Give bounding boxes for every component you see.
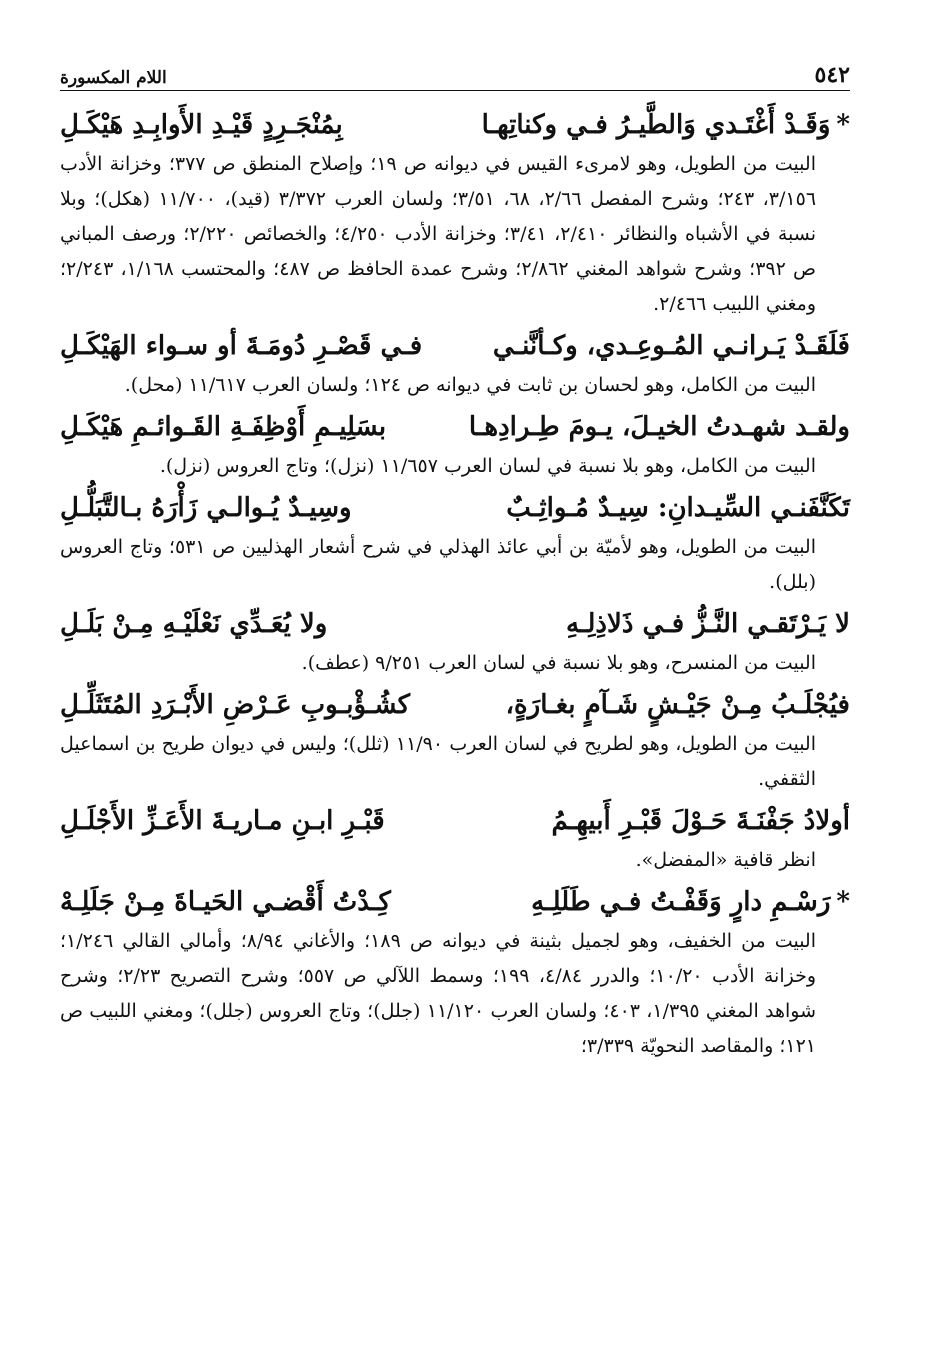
page-number: ٥٤٢ — [814, 62, 850, 88]
verse-line — [60, 604, 850, 646]
verse-line — [60, 326, 850, 368]
verse-note: البيت من المنسرح، وهو بلا نسبة في لسان العرب ٩/٢٥١ (عطف). — [301, 652, 816, 674]
page — [60, 58, 850, 1068]
verse-first-hemistich: تَكَنَّفَنـي السِّيـدانِ: سِيـدٌ مُـواثِـبٌ — [506, 493, 850, 523]
verse-note: البيت من الطويل، وهو لطريح في لسان العرب ١١/٩٠ (ثلل)؛ وليس في ديوان طريح بن اسماعيل الثقفي. — [60, 733, 816, 790]
verse-second-hemistich: بسَلِيـمِ أَوْظِفَـةِ القَـوائـمِ هَيْكَـلِ — [60, 412, 387, 442]
verse-second-hemistich: قَبْـرِ ابـنِ مـاريـةَ الأَعَـزِّ الأَجْلَـلِ — [60, 806, 385, 836]
star-marker: * — [836, 887, 850, 917]
entry-8 — [60, 882, 850, 1064]
verse-line — [60, 801, 850, 843]
verse-first-hemistich: ولقـد شهـدتُ الخيـلَ، يـومَ طِـرادِهـا — [468, 412, 850, 442]
entry-2 — [60, 326, 850, 403]
verse-first-hemistich: *وَقَـدْ أَغْتَـدي وَالطَّيـرُ فـي وكناتِهـا — [481, 110, 850, 140]
verse-first-hemistich: أولادُ جَفْنَـةَ حَـوْلَ قَبْـرِ أَبيهِـمُ — [551, 806, 850, 836]
verse-first-hemistich: فيُجْلَـبُ مِـنْ جَيْـشٍ شَـآمٍ بغـارَةٍ، — [505, 690, 850, 720]
running-header — [60, 58, 850, 91]
verse-note: انظر قافية «المفضل». — [635, 849, 816, 871]
verse-second-hemistich: وسِيـدٌ يُـوالـي زَأْرَهُ بـالتَّبَلُّـلِ — [60, 493, 352, 523]
entry-7 — [60, 801, 850, 878]
verse-second-hemistich: كِـدْتُ أَقْضـي الحَيـاةَ مِـنْ جَلَلِـهْ — [60, 887, 391, 917]
entry-1 — [60, 105, 850, 322]
verse-note: البيت من الطويل، وهو لامرىء القيس في ديوانه ص ١٩؛ وإصلاح المنطق ص ٣٧٧؛ وخزانة الأدب ٣/١٥٦، ٢٤٣؛ وشرح المفصل ٢/٦٦، ٦٨، ٣/٥١؛ ولسان العرب ٣/٣٧٢ (قيد)، ١١/٧٠٠ (هكل)؛ وبلا نسبة في الأشباه والنظائر ٢/٤١٠، ٣/٤١؛ وخزانة الأدب ٤/٢٥٠؛ والخصائص ٢/٢٢٠؛ ورصف المباني ص ٣٩٢؛ وشرح شواهد المغني ٢/٨٦٢؛ وشرح عمدة الحافظ ص ٤٨٧؛ والمحتسب ١/١٦٨، ٢/٢٤٣؛ ومغني اللبيب ٢/٤٦٦. — [60, 153, 817, 315]
entry-6 — [60, 685, 850, 797]
verse-second-hemistich: كشُـؤْبـوبِ عَـرْضِ الأَبْـرَدِ المُتَثَلِّـلِ — [60, 690, 411, 720]
entry-4 — [60, 488, 850, 600]
entry-5 — [60, 604, 850, 681]
section-title: اللام المكسورة — [60, 68, 167, 88]
verse-first-hemistich: *رَسْـمِ دارٍ وَقَفْـتُ فـي طَلَلِـهِ — [531, 887, 850, 917]
verse-note: البيت من الكامل، وهو بلا نسبة في لسان العرب ١١/٦٥٧ (نزل)؛ وتاج العروس (نزل). — [159, 455, 816, 477]
verse-note: البيت من الخفيف، وهو لجميل بثينة في ديوانه ص ١٨٩؛ والأغاني ٨/٩٤؛ وأمالي القالي ١/٢٤٦؛ وخزانة الأدب ١٠/٢٠؛ والدرر ٤/٨٤، ١٩٩؛ وسمط اللآلي ص ٥٥٧؛ وشرح التصريح ٢/٢٣؛ وشرح شواهد المغني ١/٣٩٥، ٤٠٣؛ ولسان العرب ١١/١٢٠ (جلل)؛ وتاج العروس (جلل)؛ ومغني اللبيب ص ١٢١؛ والمقاصد النحويّة ٣/٣٣٩؛ — [60, 930, 817, 1057]
verse-line — [60, 685, 850, 727]
verse-second-hemistich: بِمُنْجَـرِدٍ قَيْـدِ الأَوابِـدِ هَيْكَـلِ — [60, 110, 343, 140]
verse-first-hemistich: فَلَقَـدْ يَـرانـي المُـوعِـدي، وكـأنَّنـي — [492, 331, 850, 361]
verse-note: البيت من الطويل، وهو لأميّة بن أبي عائذ الهذلي في شرح أشعار الهذليين ص ٥٣١؛ وتاج العروس (بلل). — [60, 536, 816, 593]
verse-second-hemistich: فـي قَصْـرِ دُومَـةَ أو سـواء الهَيْكَـلِ — [60, 331, 423, 361]
verse-line — [60, 105, 850, 147]
verse-first-hemistich: لا يَـرْتَقـي النَّـزُّ فـي ذَلاذِلِـهِ — [565, 609, 850, 639]
verse-line — [60, 488, 850, 530]
star-marker: * — [836, 110, 850, 140]
verse-note: البيت من الكامل، وهو لحسان بن ثابت في ديوانه ص ١٢٤؛ ولسان العرب ١١/٦١٧ (محل). — [124, 374, 816, 396]
verse-line — [60, 407, 850, 449]
verse-line — [60, 882, 850, 924]
verse-second-hemistich: ولا يُعَـدِّي نَعْلَيْـهِ مِـنْ بَلَـلِ — [60, 609, 328, 639]
entries — [60, 105, 850, 1064]
entry-3 — [60, 407, 850, 484]
